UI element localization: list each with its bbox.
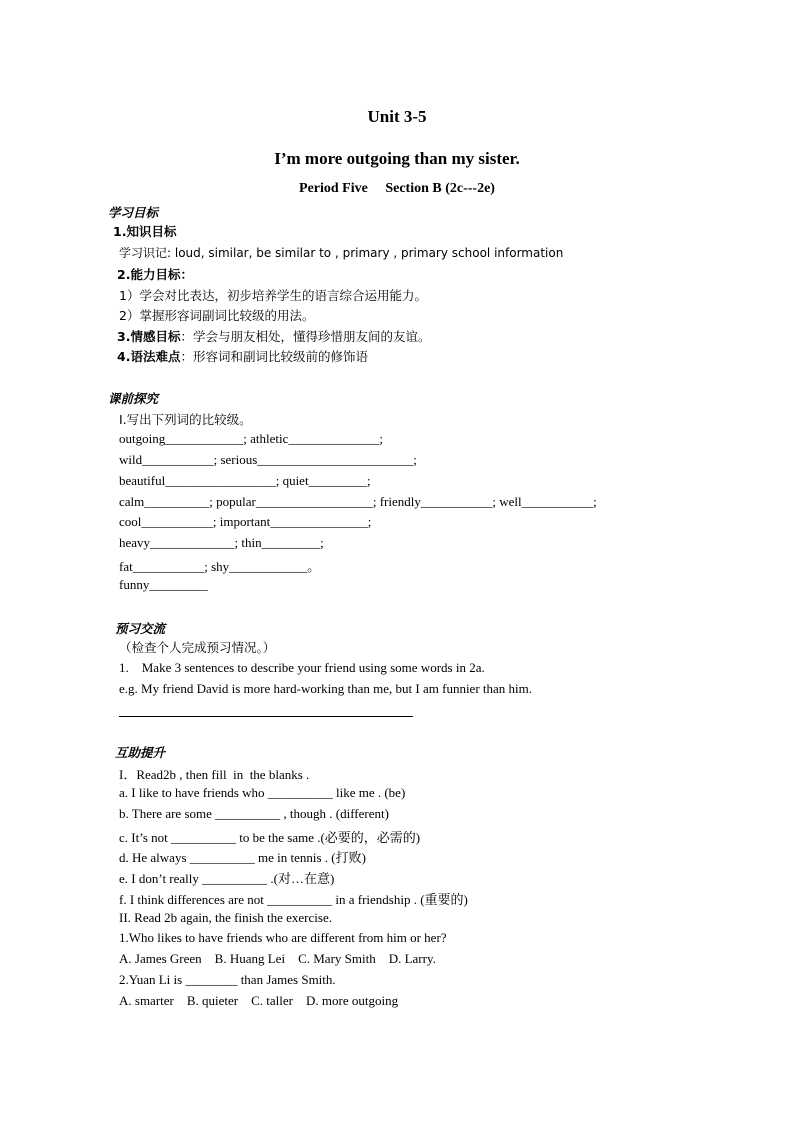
emotion-goal <box>117 327 430 345</box>
fill-item: b. There are some __________ , though . (different) <box>119 806 389 821</box>
exchange-example: e.g. My friend David is more hard-working than me, but I am funnier than him. <box>119 681 533 696</box>
comparative-row: fat___________; shy____________。 <box>119 559 321 574</box>
preview-instruction: I.写出下列词的比较级。 <box>119 412 252 427</box>
knowledge-goal-label: 1.知识目标 <box>113 224 177 239</box>
question-2-options: A. smarter B. quieter C. taller D. more outgoing <box>119 993 399 1008</box>
comparative-row: cool___________; important_______________; <box>119 514 372 529</box>
comparative-row: beautiful_________________; quiet_________; <box>119 473 371 488</box>
fill-item: d. He always __________ me in tennis . (打败) <box>119 850 366 865</box>
comparative-row: outgoing____________; athletic______________; <box>119 431 383 446</box>
ability-goal-1: 1）学会对比表达，初步培养学生的语言综合运用能力。 <box>119 288 427 303</box>
fill-item: a. I like to have friends who __________ like me . (be) <box>119 785 406 800</box>
lesson-title: I’m more outgoing than my sister. <box>274 149 520 168</box>
exchange-heading: 预习交流 <box>115 621 166 636</box>
comparative-row: wild___________; serious________________________; <box>119 452 417 467</box>
part2-title: II. Read 2b again, the finish the exercise. <box>119 910 332 925</box>
emotion-goal-text: ：学会与朋友相处，懂得珍惜朋友间的友谊。 <box>180 329 431 344</box>
improve-heading: 互助提升 <box>115 745 166 760</box>
comparative-row: heavy_____________; thin_________; <box>119 535 324 550</box>
fill-item: f. I think differences are not __________ in a friendship . (重要的) <box>119 892 468 907</box>
grammar-goal-text: ：形容词和副词比较级前的修饰语 <box>180 349 368 364</box>
fill-item: c. It’s not __________ to be the same .(必要的，必需的) <box>119 830 421 845</box>
emotion-goal-label: 3.情感目标 <box>117 329 181 344</box>
exchange-note: （检查个人完成预习情况。） <box>119 640 276 655</box>
grammar-goal <box>117 347 368 365</box>
answer-line <box>119 716 413 717</box>
part1-title: I．Read2b , then fill in the blanks . <box>119 767 310 782</box>
preview-heading: 课前探究 <box>108 391 159 406</box>
ability-goal-2: 2）掌握形容词副词比较级的用法。 <box>119 308 315 323</box>
unit-title: Unit 3-5 <box>367 107 427 126</box>
question-2: 2.Yuan Li is ________ than James Smith. <box>119 972 336 987</box>
question-1-options: A. James Green B. Huang Lei C. Mary Smith D. Larry. <box>119 951 436 966</box>
ability-goal-label: 2.能力目标： <box>117 267 193 282</box>
goals-heading: 学习目标 <box>108 205 159 220</box>
exchange-task: 1. Make 3 sentences to describe your friend using some words in 2a. <box>119 660 485 675</box>
comparative-row: funny_________ <box>119 577 208 592</box>
fill-item: e. I don’t really __________ .(对…在意) <box>119 871 335 886</box>
period-section: Period Five Section B (2c---2e) <box>299 181 495 196</box>
comparative-row: calm__________; popular__________________; friendly___________; well___________; <box>119 494 597 509</box>
question-1: 1.Who likes to have friends who are different from him or her? <box>119 930 447 945</box>
grammar-goal-label: 4.语法难点 <box>117 349 181 364</box>
vocab-line: 学习识记: loud, similar, be similar to , primary , primary school information <box>119 246 564 260</box>
